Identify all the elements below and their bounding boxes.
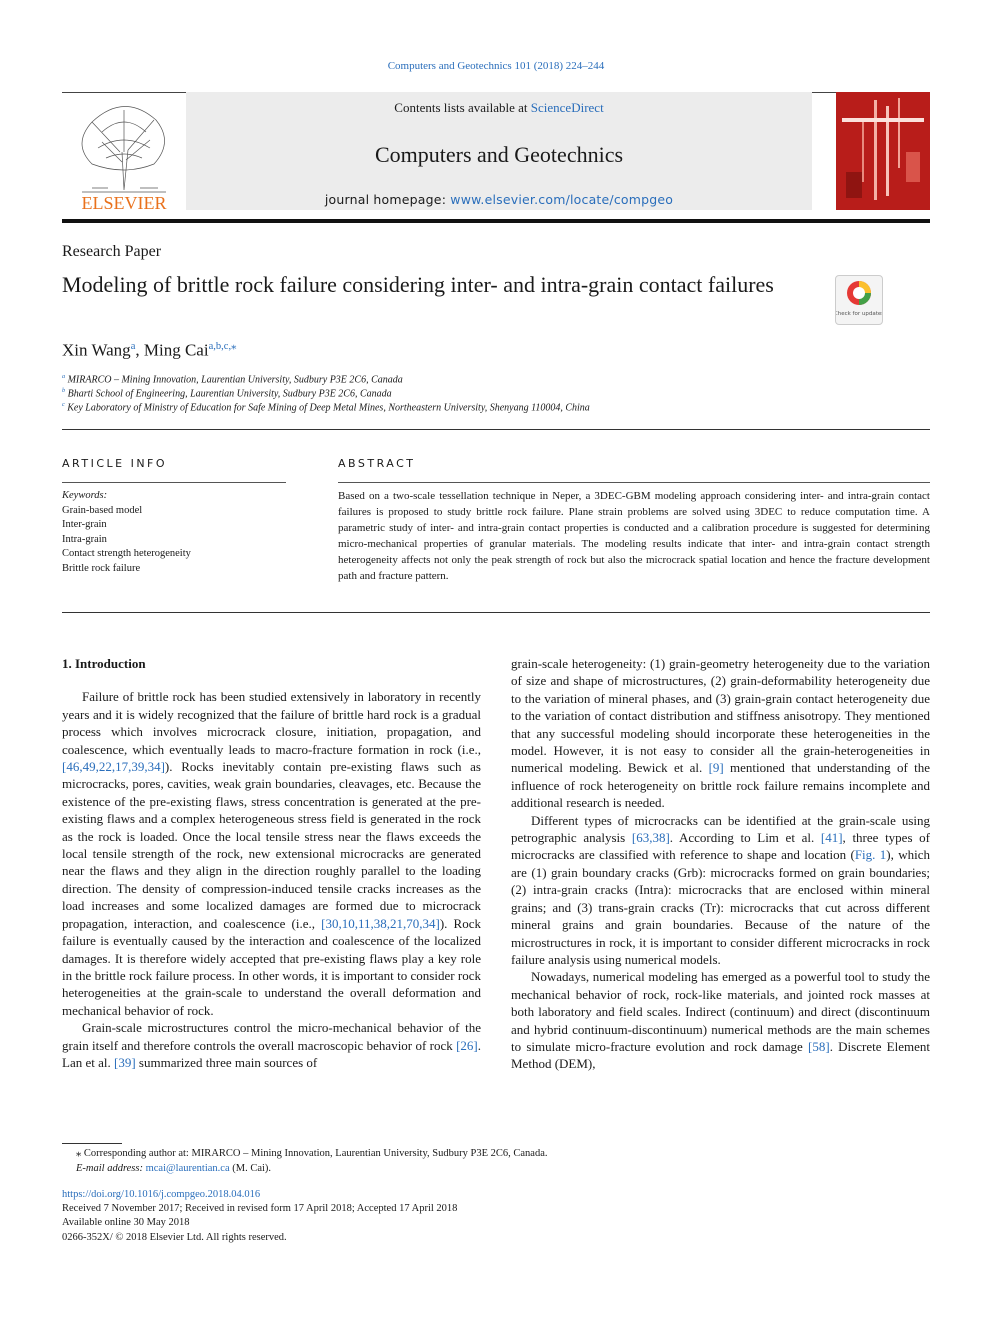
affiliation bbox=[62, 373, 403, 385]
copyright: 0266-352X/ © 2018 Elsevier Ltd. All rights reserved. bbox=[62, 1231, 287, 1243]
homepage-prefix: journal homepage: bbox=[324, 192, 451, 207]
check-for-updates-badge[interactable] bbox=[835, 275, 883, 325]
paragraph-text: mentioned that understanding of the influence of rock heterogeneity on brittle rock failure remains incomplete and additional research is needed. bbox=[511, 760, 930, 811]
author-name[interactable]: Xin Wang bbox=[62, 340, 131, 360]
paragraph-text: Grain-scale microstructures control the micro-mechanical behavior of the grain itself and therefore controls the overall macroscopic behavior of rock bbox=[62, 1020, 481, 1053]
doi-link[interactable]: https://doi.org/10.1016/j.compgeo.2018.04.016 bbox=[62, 1189, 261, 1200]
paragraph-text: ). Rocks inevitably contain pre-existing flaws such as microcracks, pores, cavities, weak grain boundaries, cleavages, etc. Because the existence of the pre-existing flaws, stress concentration is generated at the pre-existing flaws and a complex heterogeneous stress field is generated in the rock as the rock is loaded. Once the local tensile stress near the flaws exceeds the local tensile strength of the rock, new extensional microcracks are generated near the flaws and they align in the direction roughly parallel to the loading direction. The density of compression-induced tensile cracks increases as the load increases and some localized damages are formed due to microcrack propagation, interaction, and coalescence (i.e., bbox=[62, 759, 481, 931]
divider bbox=[62, 429, 930, 430]
abstract-heading: ABSTRACT bbox=[338, 457, 416, 470]
homepage-link[interactable]: www.elsevier.com/locate/compgeo bbox=[450, 192, 674, 207]
citation-link[interactable]: [41] bbox=[820, 830, 843, 846]
paragraph-text: , three types of microcracks are classified with reference to shape and location ( bbox=[511, 830, 930, 863]
journal-cover-thumbnail[interactable] bbox=[836, 92, 930, 210]
paragraph-text: grain-scale heterogeneity: (1) grain-geometry heterogeneity due to the variation of size and shape of microstructures, (2) grain-deformability heterogeneity due to the variation of mineral phases, and (3) grain-grain contact heterogeneity due to the variation of contact distribution and stiffness anisotropy. They mentioned that any successful modeling should incorporate these heterogeneities in the model. However, it is not easy to consider all the grain-heterogeneities in numerical modeling. Bewick et al. bbox=[511, 656, 930, 776]
body-column-right bbox=[511, 655, 930, 1073]
available-online: Available online 30 May 2018 bbox=[62, 1217, 190, 1229]
footnote bbox=[62, 1146, 930, 1176]
body-column-left bbox=[62, 655, 481, 1071]
journal-citation[interactable]: Computers and Geotechnics 101 (2018) 224–244 bbox=[387, 60, 605, 72]
paragraph-text: . According to Lim et al. bbox=[669, 830, 821, 846]
contents-prefix: Contents lists available at bbox=[394, 100, 531, 115]
keywords-block bbox=[62, 489, 191, 576]
figure-link[interactable]: Fig. 1 bbox=[854, 847, 887, 863]
journal-homepage-line bbox=[186, 192, 812, 207]
divider bbox=[62, 482, 286, 483]
keyword: Intra-grain bbox=[62, 533, 107, 545]
journal-title: Computers and Geotechnics bbox=[374, 142, 624, 167]
contents-available-line bbox=[186, 100, 812, 116]
publisher-name: ELSEVIER bbox=[81, 193, 167, 212]
affiliation-mark: b bbox=[62, 387, 66, 394]
paper-type: Research Paper bbox=[62, 243, 162, 260]
citation-link[interactable]: [63,38] bbox=[631, 830, 670, 846]
section-heading: 1. Introduction bbox=[62, 656, 146, 671]
citation-link[interactable]: [9] bbox=[708, 760, 724, 776]
crossmark-icon bbox=[836, 276, 882, 324]
citation-link[interactable]: [58] bbox=[808, 1038, 830, 1054]
paragraph bbox=[62, 1019, 481, 1071]
email-link[interactable]: mcai@laurentian.ca bbox=[145, 1163, 230, 1174]
affiliation-text: Bharti School of Engineering, Laurentian University, Sudbury P3E 2C6, Canada bbox=[67, 388, 392, 400]
paragraph bbox=[511, 812, 930, 969]
paragraph-text: ). Rock failure is eventually caused by the interaction and coalescence of the localized damages. It is therefore widely accepted that pre-existing flaws play a key role in the brittle rock failure process. In other words, it is important to consider rock heterogeneities at the grain-scale to understand the overall deformation and mechanical behavior of rock. bbox=[62, 915, 481, 1018]
citation-link[interactable]: [46,49,22,17,39,34] bbox=[62, 759, 165, 775]
divider bbox=[338, 482, 930, 483]
paragraph-text: Nowadays, numerical modeling has emerged as a powerful tool to study the mechanical behavior of rock, rock-like materials, and jointed rock masses at both laboratory and field scales. Indirect (continuum) and direct (discontinuum and hybrid continuum-discontinuum) numerical methods are the main schemes to simulate micro-fracture evolution and rock damage bbox=[511, 969, 930, 1054]
email-label: E-mail address: bbox=[76, 1163, 146, 1174]
paragraph-text: Failure of brittle rock has been studied extensively in laboratory in recently years and it is widely recognized that the failure of brittle hard rock is a gradual process which involves microcrack closure, initiation, propagation, and coalescence, which eventually leads to macro-fracture formation in rock (i.e., bbox=[62, 689, 481, 757]
citation-link[interactable]: [26] bbox=[456, 1037, 478, 1053]
author-separator: , bbox=[135, 340, 144, 360]
author-affiliation-mark[interactable]: a bbox=[130, 341, 136, 352]
paragraph-text: Different types of microcracks can be identified at the grain-scale using petrographic analysis bbox=[511, 812, 930, 846]
sciencedirect-link[interactable]: ScienceDirect bbox=[530, 100, 604, 115]
author-name[interactable]: Ming Cai bbox=[143, 340, 209, 360]
paragraph bbox=[62, 688, 481, 1019]
affiliation-text: Key Laboratory of Ministry of Education for Safe Mining of Deep Metal Mines, Northeastern University, Shenyang 110004, China bbox=[67, 402, 590, 414]
affiliation-mark: c bbox=[62, 401, 65, 408]
paragraph-text: ), which are (1) grain boundary cracks (Grb): microcracks formed on grain boundaries; (2) intra-grain cracks (Intra): microcracks that are enclosed within mineral grains; and (3) trans-grain cracks (Tr): microcracks that cut across different mineral grains and grain boundaries. Because of the nature of the microstructures in rock, it is important to consider different microcracks in rock failure analysis using numerical models. bbox=[511, 847, 930, 967]
divider bbox=[62, 612, 930, 613]
paragraph-text: . Lan et al. bbox=[62, 1037, 481, 1070]
keyword: Inter-grain bbox=[62, 519, 107, 530]
paragraph-text: . Discrete Element Method (DEM), bbox=[511, 1038, 930, 1072]
citation-link[interactable]: [30,10,11,38,21,70,34] bbox=[321, 915, 440, 931]
cover-image-icon bbox=[836, 92, 930, 210]
check-updates-label: Check for updates bbox=[836, 311, 882, 317]
affiliation-mark: a bbox=[62, 373, 66, 380]
abstract-text: Based on a two-scale tessellation technique in Neper, a 3DEC-GBM modeling approach considering inter- and intra-grain contact failures is proposed to study brittle rock failure. Plane strain problems are solved using 3DEC to reduce computation time. A parametric study of inter- and intra-grain contact properties is conducted and a calibration procedure is suggested for determining micro-mechanical properties of granular materials. The modeling results indicate that inter- and intra-grain contact strength heterogeneity affects not only the peak strength of rock but also the microcrack spatial location and hence the fracture development path and fracture pattern. bbox=[338, 490, 930, 582]
paragraph bbox=[511, 655, 930, 812]
email-line bbox=[62, 1161, 930, 1176]
paragraph bbox=[511, 968, 930, 1072]
paragraph-text: summarized three main sources of bbox=[135, 1054, 318, 1070]
article-metadata bbox=[62, 1188, 457, 1245]
elsevier-logo[interactable] bbox=[62, 92, 186, 212]
keyword: Brittle rock failure bbox=[62, 562, 141, 574]
affiliation bbox=[62, 387, 392, 399]
paper-title: Modeling of brittle rock failure considering inter- and intra-grain contact failures bbox=[62, 272, 774, 297]
keyword: Grain-based model bbox=[62, 504, 143, 516]
header-bottom-rule bbox=[62, 219, 930, 223]
affiliation bbox=[62, 401, 590, 413]
email-suffix: (M. Cai). bbox=[229, 1163, 272, 1174]
corresponding-author-note: ⁎ Corresponding author at: MIRARCO – Mining Innovation, Laurentian University, Sudbury P3E 2C6, Canada. bbox=[76, 1148, 548, 1159]
citation-link[interactable]: [39] bbox=[113, 1054, 136, 1070]
article-info-heading: ARTICLE INFO bbox=[62, 457, 168, 470]
author-list bbox=[62, 340, 236, 361]
keywords-label: Keywords: bbox=[62, 490, 108, 501]
author-affiliation-mark[interactable]: a,b,c,⁎ bbox=[208, 341, 237, 352]
received-dates: Received 7 November 2017; Received in revised form 17 April 2018; Accepted 17 April 2018 bbox=[62, 1203, 458, 1215]
elsevier-tree-icon bbox=[62, 92, 186, 212]
footnote-rule bbox=[62, 1143, 122, 1144]
affiliation-text: MIRARCO – Mining Innovation, Laurentian University, Sudbury P3E 2C6, Canada bbox=[67, 374, 403, 386]
keyword: Contact strength heterogeneity bbox=[62, 548, 191, 559]
